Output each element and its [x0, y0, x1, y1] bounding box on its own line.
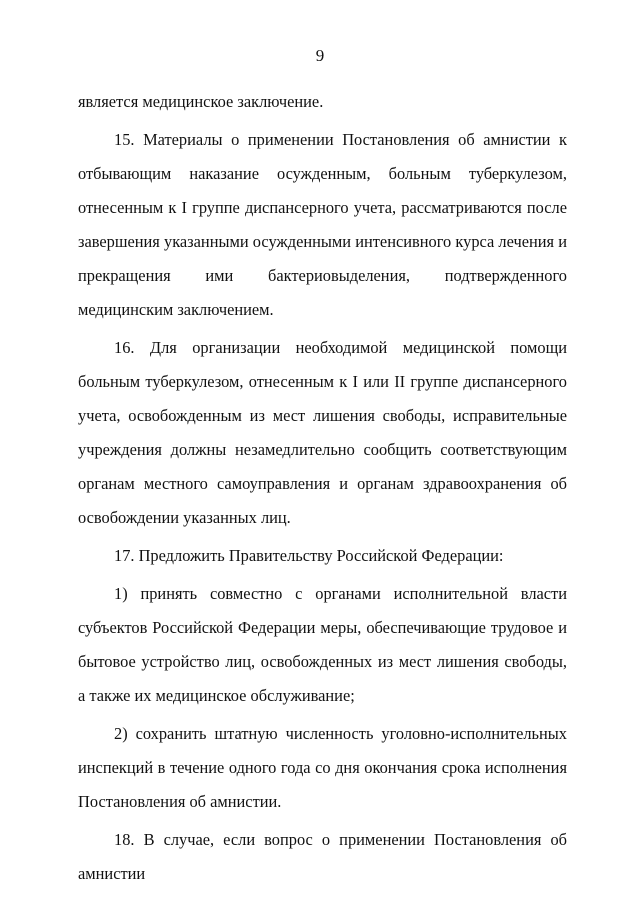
paragraph-17-item-2: 2) сохранить штатную численность уголовно-исполнительных инспекций в течение одного года со дня окончания срока исполнения Постановления об амнистии.	[78, 724, 567, 811]
paragraph-15: 15. Материалы о применении Постановления об амнистии к отбывающим наказание осужденным, больным туберкулезом, отнесенным к I группе диспансерного учета, рассматриваются после завершения указанными осужденными интенсивного курса лечения и прекращения ими бактериовыделения, подтвержденного медицинским заключением.	[78, 130, 567, 319]
paragraph-17-item-1: 1) принять совместно с органами исполнительной власти субъектов Российской Федерации меры, обеспечивающие трудовое и бытовое устройство лиц, освобожденных из мест лишения свободы, а также их медицинское обслуживание;	[78, 584, 567, 705]
document-body	[78, 85, 567, 891]
paragraph-18: 18. В случае, если вопрос о применении Постановления об амнистии	[78, 830, 567, 883]
paragraph-16: 16. Для организации необходимой медицинской помощи больным туберкулезом, отнесенным к I или II группе диспансерного учета, освобожденным из мест лишения свободы, исправительные учреждения должны незамедлительно сообщить соответствующим органам местного самоуправления и органам здравоохранения об освобождении указанных лиц.	[78, 338, 567, 527]
page-number: 9	[315, 46, 325, 65]
paragraph-continuation: является медицинское заключение.	[78, 92, 324, 111]
paragraph-17: 17. Предложить Правительству Российской Федерации:	[114, 546, 504, 565]
